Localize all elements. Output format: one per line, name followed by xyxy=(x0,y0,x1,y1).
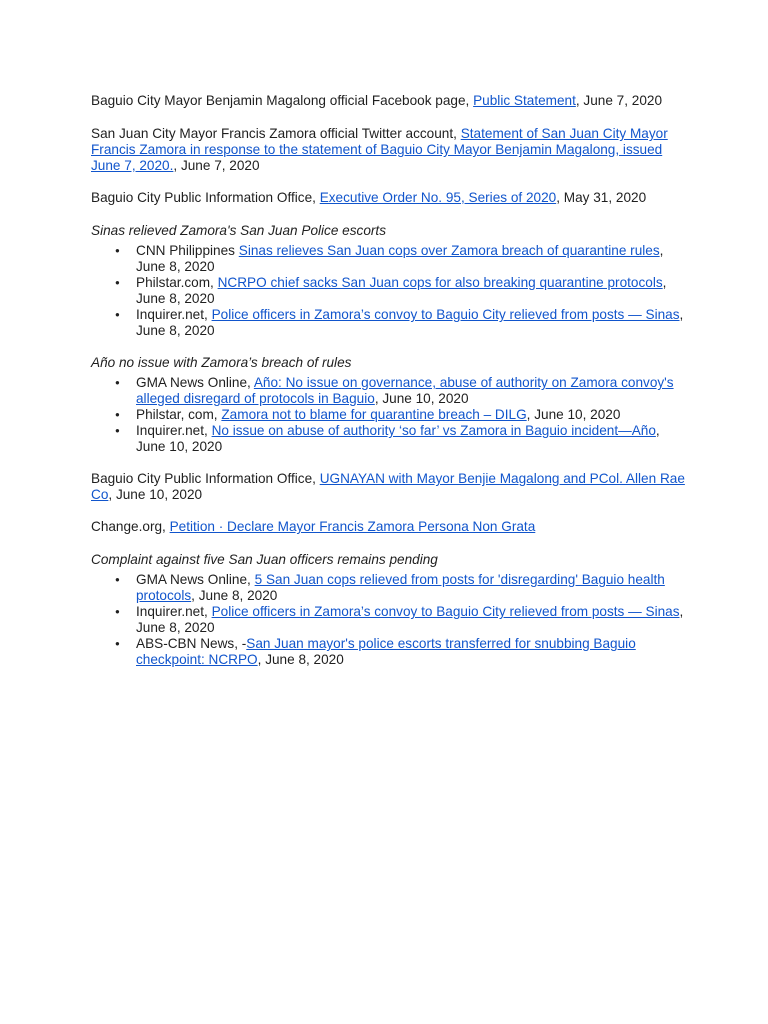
section-heading-complaint: Complaint against five San Juan officers remains pending xyxy=(91,552,438,567)
date-text: , June 10, 2020 xyxy=(526,407,621,422)
date-text: , June 7, 2020 xyxy=(173,158,260,173)
reference-change-org xyxy=(91,519,688,535)
list-item xyxy=(91,604,688,636)
date-text: , June 8, 2020 xyxy=(136,275,667,306)
source-text: Baguio City Public Information Office, xyxy=(91,471,320,486)
reference-baguio-pio-executive-order xyxy=(91,190,688,206)
list-item xyxy=(91,423,688,455)
source-text: GMA News Online, xyxy=(136,572,255,587)
reference-baguio-pio-ugnayan xyxy=(91,471,688,503)
section-heading-ano: Año no issue with Zamora’s breach of rules xyxy=(91,355,352,370)
date-text: , June 8, 2020 xyxy=(191,588,278,603)
source-text: Inquirer.net, xyxy=(136,307,212,322)
article-link[interactable]: Sinas relieves San Juan cops over Zamora breach of quarantine rules xyxy=(238,243,660,258)
source-text: Philstar.com, xyxy=(136,275,218,290)
list-item xyxy=(91,243,688,275)
source-text: Baguio City Public Information Office, xyxy=(91,190,320,205)
source-text: GMA News Online, xyxy=(136,375,254,390)
article-link[interactable]: 5 San Juan cops relieved from posts for 'disregarding' Baguio health protocols xyxy=(136,572,665,603)
reference-list-complaint xyxy=(91,572,688,668)
list-item xyxy=(91,572,688,604)
reference-list-sinas xyxy=(91,243,688,339)
list-item xyxy=(91,275,688,307)
reference-zamora-twitter xyxy=(91,126,688,174)
executive-order-link[interactable]: Executive Order No. 95, Series of 2020 xyxy=(319,190,557,205)
public-statement-link[interactable]: Public Statement xyxy=(473,93,576,108)
date-text: , June 7, 2020 xyxy=(575,93,663,108)
article-link[interactable]: Año: No issue on governance, abuse of authority on Zamora convoy's alleged disregard of protocols in Baguio xyxy=(136,375,674,406)
list-item xyxy=(91,375,688,407)
date-text: , May 31, 2020 xyxy=(556,190,647,205)
article-link[interactable]: Police officers in Zamora’s convoy to Baguio City relieved from posts — Sinas xyxy=(211,307,680,322)
date-text: , June 8, 2020 xyxy=(136,604,684,635)
section-heading-sinas: Sinas relieved Zamora's San Juan Police escorts xyxy=(91,223,387,238)
list-item xyxy=(91,636,688,668)
article-link[interactable]: Police officers in Zamora’s convoy to Baguio City relieved from posts — Sinas xyxy=(211,604,680,619)
source-text: San Juan City Mayor Francis Zamora official Twitter account, xyxy=(91,126,461,141)
article-link[interactable]: No issue on abuse of authority ‘so far’ vs Zamora in Baguio incident—Año xyxy=(211,423,656,438)
date-text: , June 8, 2020 xyxy=(136,307,684,338)
source-text: Change.org, xyxy=(91,519,170,534)
article-link[interactable]: Zamora not to blame for quarantine breach – DILG xyxy=(221,407,527,422)
source-text: Inquirer.net, xyxy=(136,604,212,619)
list-item xyxy=(91,407,688,423)
reference-list-ano xyxy=(91,375,688,455)
source-text: Inquirer.net, xyxy=(136,423,212,438)
source-text: ABS-CBN News, - xyxy=(136,636,247,651)
article-link[interactable]: San Juan mayor's police escorts transferred for snubbing Baguio checkpoint: NCRPO xyxy=(136,636,636,667)
date-text: , June 8, 2020 xyxy=(136,243,664,274)
date-text: , June 8, 2020 xyxy=(257,652,344,667)
reference-baguio-facebook xyxy=(91,93,688,109)
article-link[interactable]: NCRPO chief sacks San Juan cops for also breaking quarantine protocols xyxy=(217,275,663,290)
date-text: , June 10, 2020 xyxy=(374,391,469,406)
source-text: Philstar, com, xyxy=(136,407,222,422)
petition-link[interactable]: Petition · Declare Mayor Francis Zamora Persona Non Grata xyxy=(169,519,536,534)
source-text: Baguio City Mayor Benjamin Magalong official Facebook page, xyxy=(91,93,474,108)
date-text: , June 10, 2020 xyxy=(136,423,660,454)
list-item xyxy=(91,307,688,339)
source-text: CNN Philippines xyxy=(136,243,239,258)
ugnayan-link[interactable]: UGNAYAN with Mayor Benjie Magalong and PCol. Allen Rae Co xyxy=(91,471,685,502)
date-text: , June 10, 2020 xyxy=(108,487,203,502)
zamora-statement-link[interactable]: Statement of San Juan City Mayor Francis Zamora in response to the statement of Baguio City Mayor Benjamin Magalong, issued June 7, 2020. xyxy=(91,126,668,173)
